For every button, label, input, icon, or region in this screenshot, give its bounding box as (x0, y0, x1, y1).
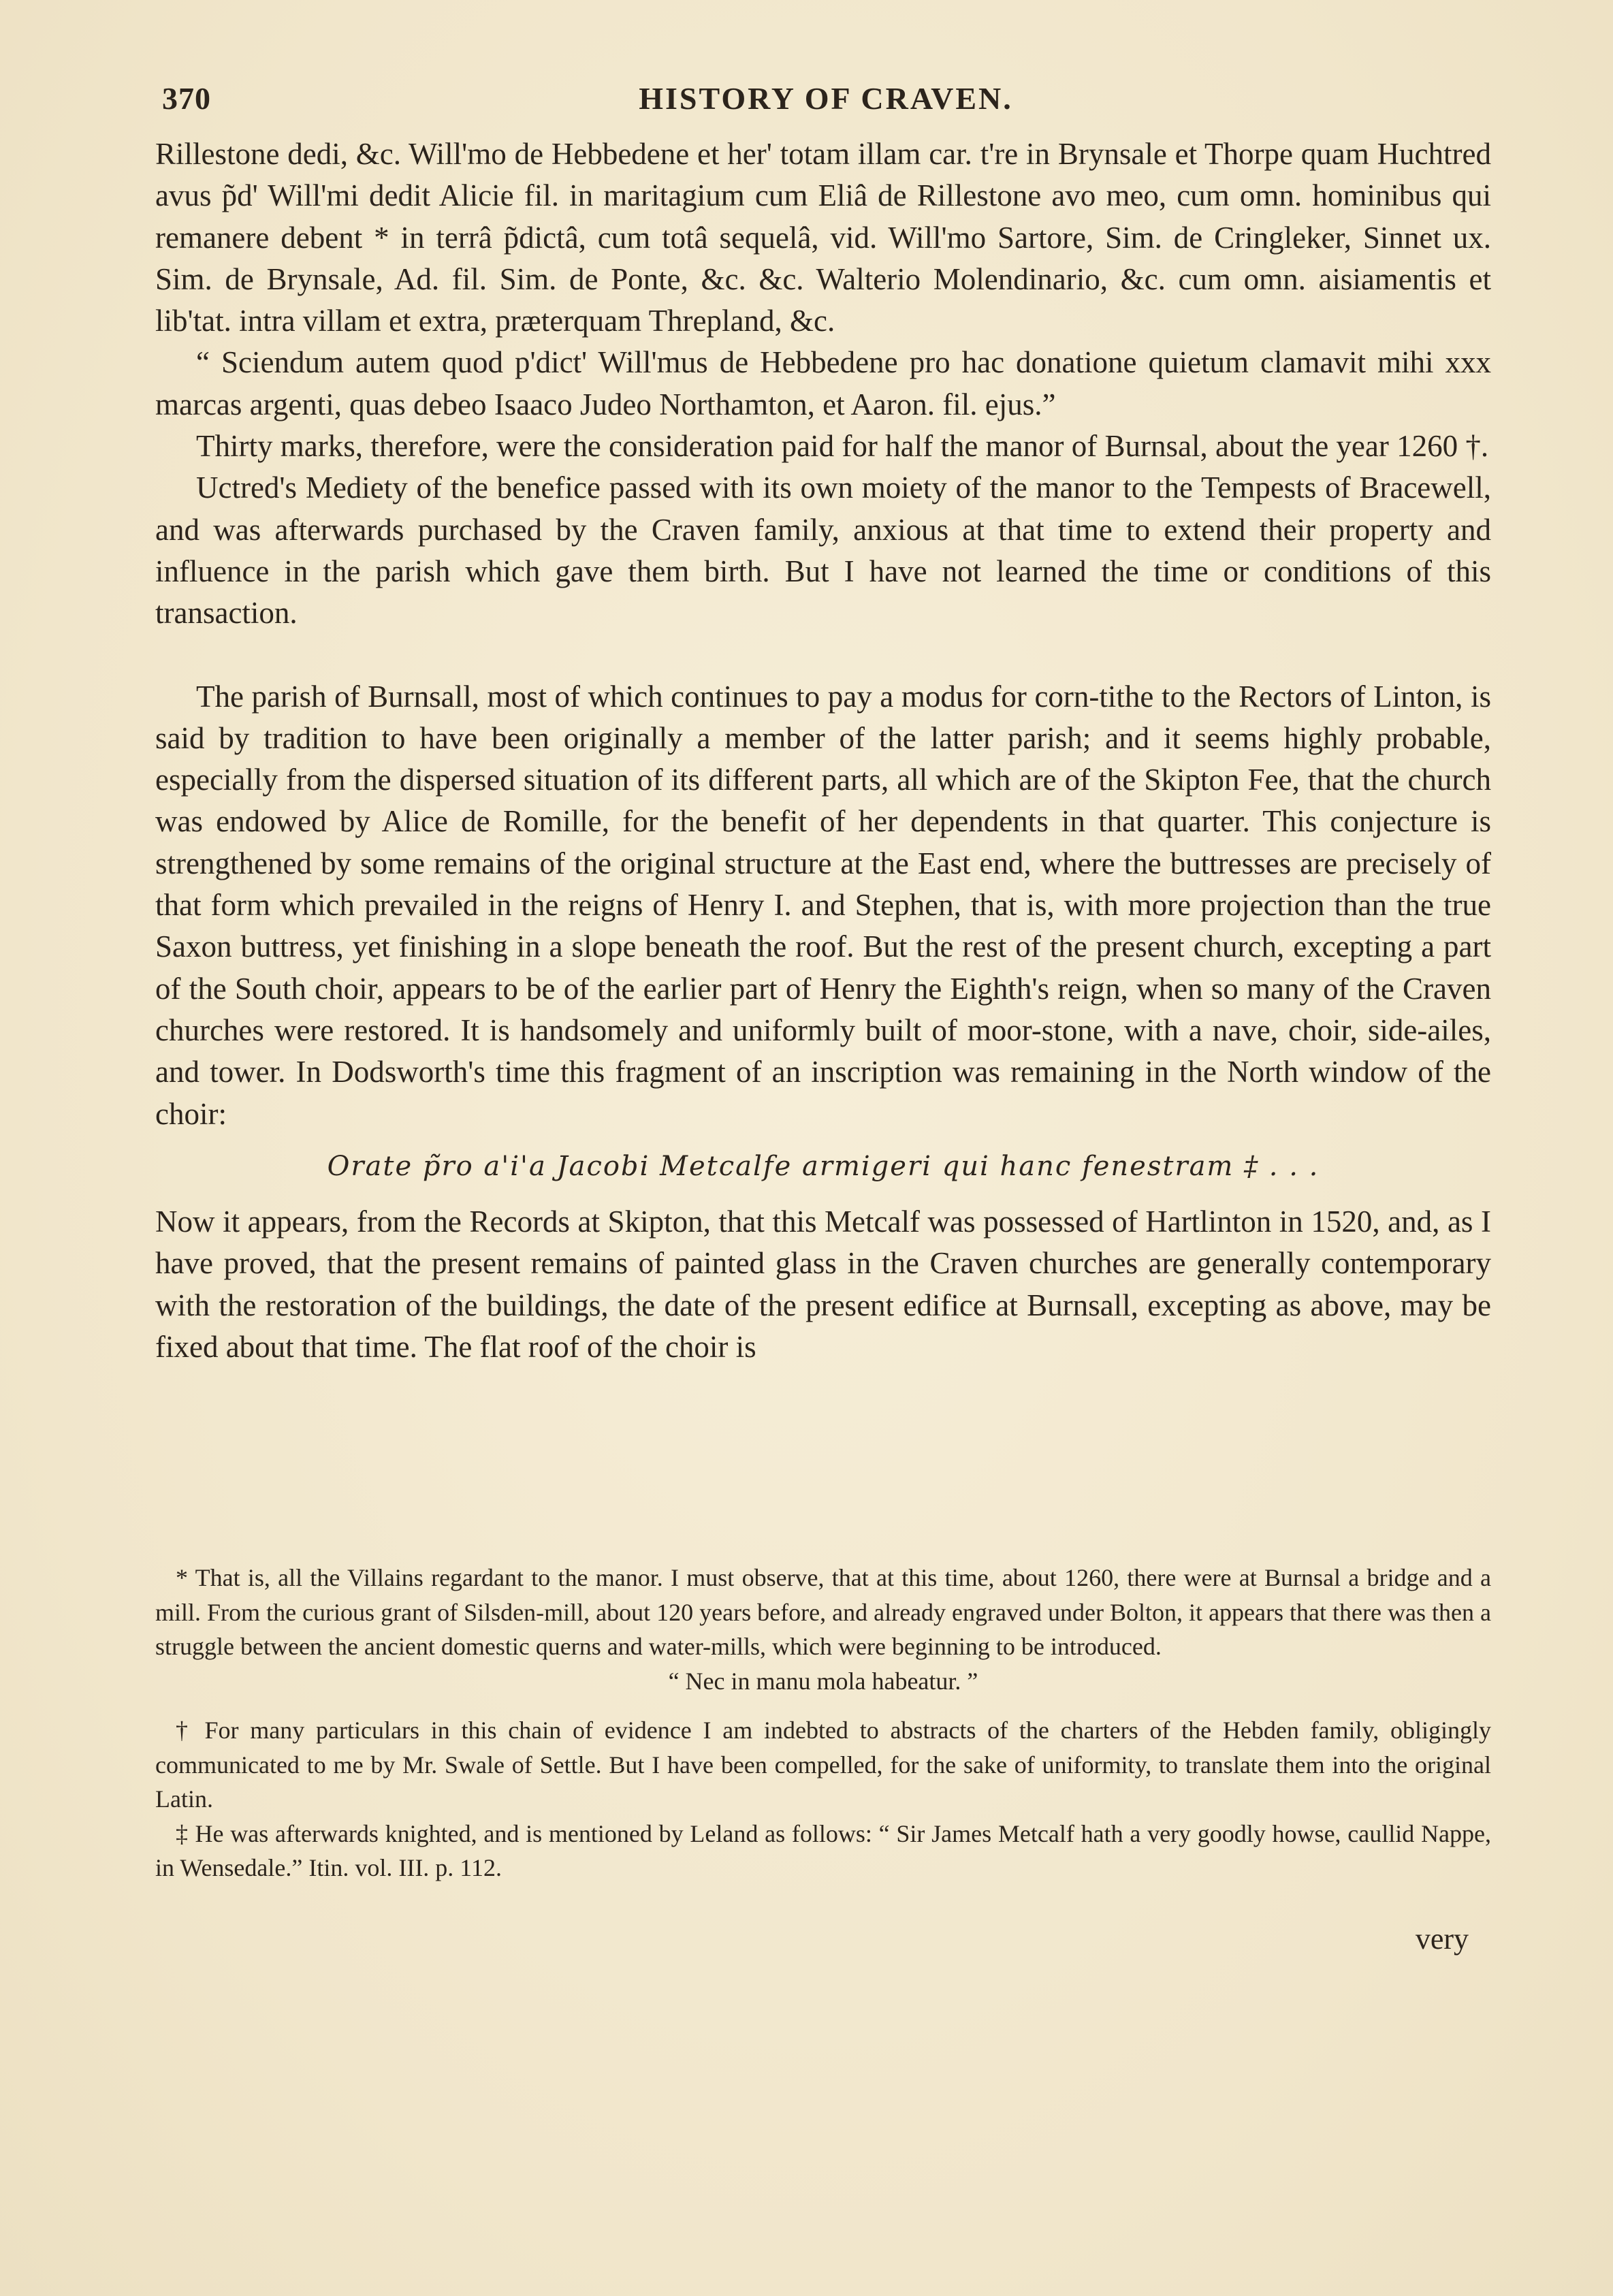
section-gap (155, 635, 1491, 676)
paragraph-charter-latin: Rillestone dedi, &c. Will'mo de Hebbedene et her' totam illam car. t're in Brynsale et Thorpe quam Huchtred avus p̃d' Will'mi dedit Alicie fil. in maritagium cum Eliâ de Rillestone avo meo, cum omn. hominibus qui remanere debent * in terrâ p̃dictâ, cum totâ sequelâ, vid. Will'mo Sartore, Sim. de Cringleker, Sinnet ux. Sim. de Brynsale, Ad. fil. Sim. de Ponte, &c. &c. Walterio Molendinario, &c. cum omn. aisiamentis et lib'tat. intra villam et extra, præterquam Threpland, &c. (155, 137, 1491, 338)
main-text (155, 133, 1491, 1368)
paragraph-metcalf-records: Now it appears, from the Records at Skipton, that this Metcalf was possessed of Hartlinton in 1520, and, as I have proved, that the present remains of painted glass in the Craven churches are generally contemporary with the restoration of the buildings, the date of the present edifice at Burnsall, excepting as above, may be fixed about that time. The flat roof of the choir is (155, 1205, 1491, 1365)
footnote-quote-mola: “ Nec in manu mola habeatur. ” (668, 1667, 978, 1695)
footnote-hebden-charters: † For many particulars in this chain of evidence I am indebted to abstracts of the charters of the Hebden family, obligingly communicated to me by Mr. Swale of Settle. But I have been compelled, for the sake of uniformity, to translate them into the original Latin. (155, 1717, 1491, 1813)
footnote-villains: * That is, all the Villains regardant to the manor. I must observe, that at this time, about 1260, there were at Burnsal a bridge and a mill. From the curious grant of Silsden-mill, about 120 years before, and already engraved under Bolton, it appears that there was then a struggle between the ancient domestic querns and water-mills, which were beginning to be introduced. (155, 1564, 1491, 1660)
inscription-blackletter: Orate p̃ro a'i'a Jacobi Metcalfe armigeri qui hanc fenestram ‡ . . . (327, 1150, 1320, 1182)
footnote-metcalf-knighted: ‡ He was afterwards knighted, and is mentioned by Leland as follows: “ Sir James Metcalf hath a very goodly howse, caullid Nappe, in Wensedale.” Itin. vol. III. p. 112. (155, 1819, 1491, 1881)
paragraph-parish-burnsall: The parish of Burnsall, most of which continues to pay a modus for corn-tithe to the Rectors of Linton, is said by tradition to have been originally a member of the latter parish; and it seems highly probable, especially from the dispersed situation of its different parts, all which are of the Skipton Fee, that the church was endowed by Alice de Romille, for the benefit of her dependents in that quarter. This conjecture is strengthened by some remains of the original structure at the East end, where the buttresses are precisely of that form which prevailed in the reigns of Henry I. and Stephen, that is, with more projection than the true Saxon buttress, yet finishing in a slope beneath the roof. But the rest of the present church, excepting a part of the South choir, appears to be of the earlier part of Henry the Eighth's reign, when so many of the Craven churches were restored. It is handsomely and uniformly built of moor-stone, with a nave, choir, side-ailes, and tower. In Dodsworth's time this fragment of an inscription was remaining in the North window of the choir: (155, 679, 1491, 1131)
paragraph-thirty-marks: Thirty marks, therefore, were the consideration paid for half the manor of Burnsal, about the year 1260 †. (196, 429, 1489, 464)
paragraph-sciendum-quote: “ Sciendum autem quod p'dict' Will'mus de Hebbedene pro hac donatione quietum clamavit mihi xxx marcas argenti, quas debeo Isaaco Judeo Northamton, et Aaron. fil. ejus.” (155, 345, 1491, 421)
catchword: very (1415, 1922, 1469, 1956)
footnotes (155, 1561, 1491, 1885)
page-number: 370 (162, 81, 211, 116)
running-title: HISTORY OF CRAVEN. (639, 81, 1013, 116)
paragraph-uctred-mediety: Uctred's Mediety of the benefice passed with its own moiety of the manor to the Tempests of Bracewell, and was afterwards purchased by the Craven family, anxious at that time to extend their property and influence in the parish which gave them birth. But I have not learned the time or conditions of this transaction. (155, 471, 1491, 631)
page-header (162, 80, 1490, 121)
